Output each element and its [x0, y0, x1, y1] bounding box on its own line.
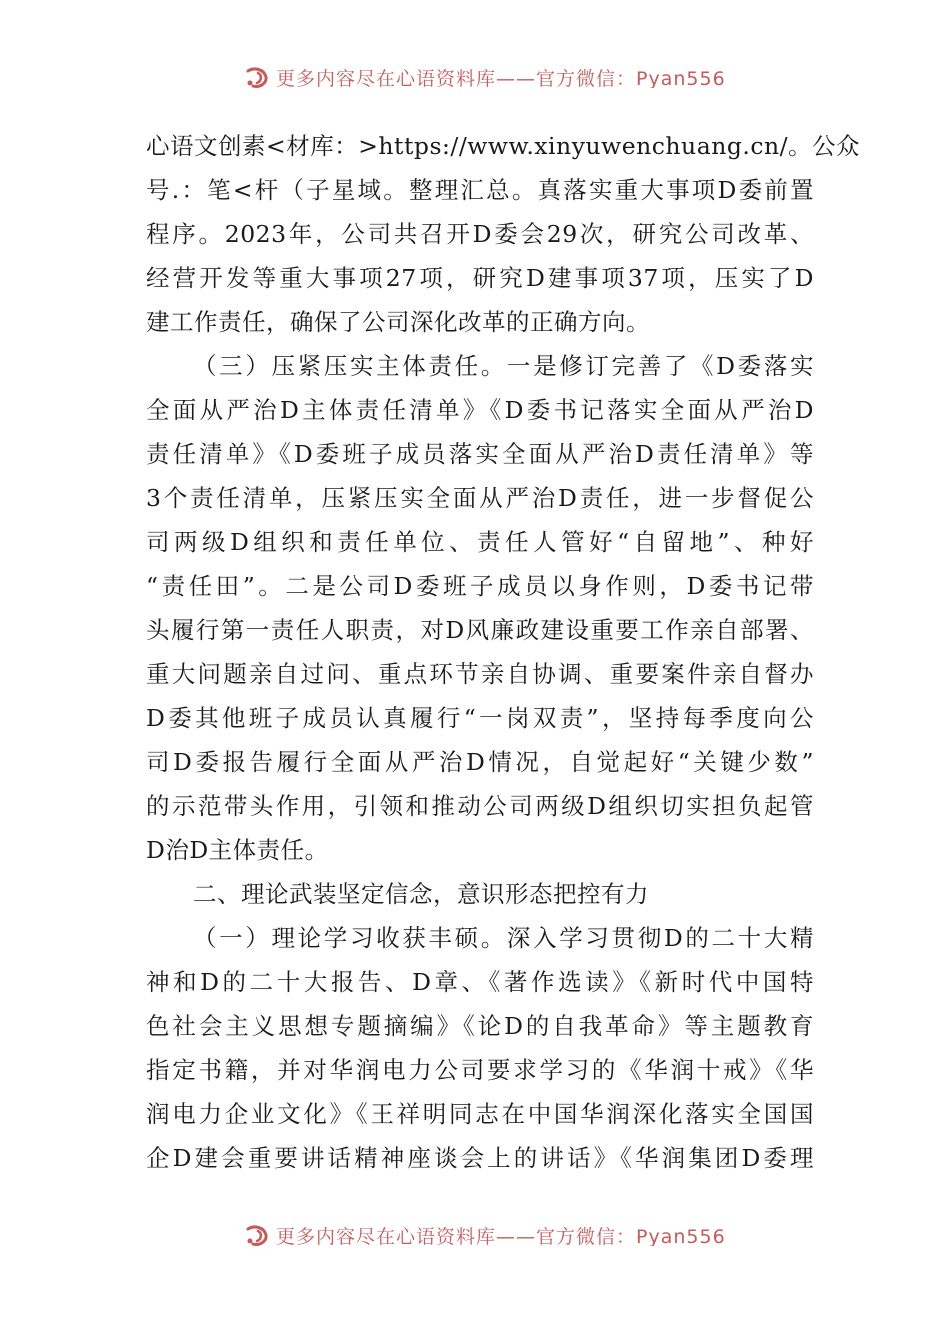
text-line-8: 责任清单》《D委班子成员落实全面从严治D责任清单》等 [146, 440, 814, 468]
text-line-1: 心语文创素<材库：>https://www.xinyuwenchuang.cn/。公众 [146, 132, 861, 160]
text-line-5: 建工作责任，确保了公司深化改革的正确方向。 [146, 308, 650, 336]
text-line-13: 重大问题亲自过问、重点环节亲自协调、重要案件亲自督办 [146, 660, 814, 688]
text-line-11: “责任田”。二是公司D委班子成员以身作则，D委书记带 [146, 572, 814, 600]
text-line-24: 企D建会重要讲话精神座谈会上的讲话》《华润集团D委理 [146, 1144, 814, 1172]
text-line-23: 润电力企业文化》《王祥明同志在中国华润深化落实全国国 [146, 1100, 814, 1128]
text-line-22: 指定书籍，并对华润电力公司要求学习的《华润十戒》《华 [146, 1056, 814, 1084]
footer-watermark [0, 1206, 950, 1246]
text-line-9: 3个责任清单，压紧压实全面从严治D责任，进一步督促公 [146, 484, 814, 512]
text-line-17: D治D主体责任。 [146, 836, 329, 864]
text-line-15: 司D委报告履行全面从严治D情况，自觉起好“关键少数” [146, 748, 814, 776]
text-line-20: 神和D的二十大报告、D章、《著作选读》《新时代中国特 [146, 968, 814, 996]
section-heading: 二、理论武装坚定信念，意识形态把控有力 [193, 880, 649, 908]
text-line-21: 色社会主义思想专题摘编》《论D的自我革命》等主题教育 [146, 1012, 814, 1040]
text-line-16: 的示范带头作用，引领和推动公司两级D组织切实担负起管 [146, 792, 814, 820]
text-line-2: 号.：笔<杆（子星域。整理汇总。真落实重大事项D委前置 [146, 176, 814, 204]
text-line-10: 司两级D组织和责任单位、责任人管好“自留地”、种好 [146, 528, 814, 556]
brand-logo-icon [244, 65, 272, 89]
watermark-text: 更多内容尽在心语资料库——官方微信：Pyan556 [276, 68, 726, 88]
header-watermark [0, 48, 950, 88]
text-line-3: 程序。2023年，公司共召开D委会29次，研究公司改革、 [146, 220, 814, 248]
text-line-7: 全面从严治D主体责任清单》《D委书记落实全面从严治D [146, 396, 814, 424]
text-line-14: D委其他班子成员认真履行“一岗双责”，坚持每季度向公 [146, 704, 814, 732]
text-line-6: （三）压紧压实主体责任。一是修订完善了《D委落实 [193, 352, 814, 380]
document-body [146, 124, 861, 1180]
text-line-4: 经营开发等重大事项27项，研究D建事项37项，压实了D [146, 264, 814, 292]
text-line-12: 头履行第一责任人职责，对D风廉政建设重要工作亲自部署、 [146, 616, 814, 644]
watermark-text: 更多内容尽在心语资料库——官方微信：Pyan556 [276, 1226, 726, 1246]
brand-logo-icon [244, 1223, 272, 1247]
text-line-19: （一）理论学习收获丰硕。深入学习贯彻D的二十大精 [193, 924, 814, 952]
